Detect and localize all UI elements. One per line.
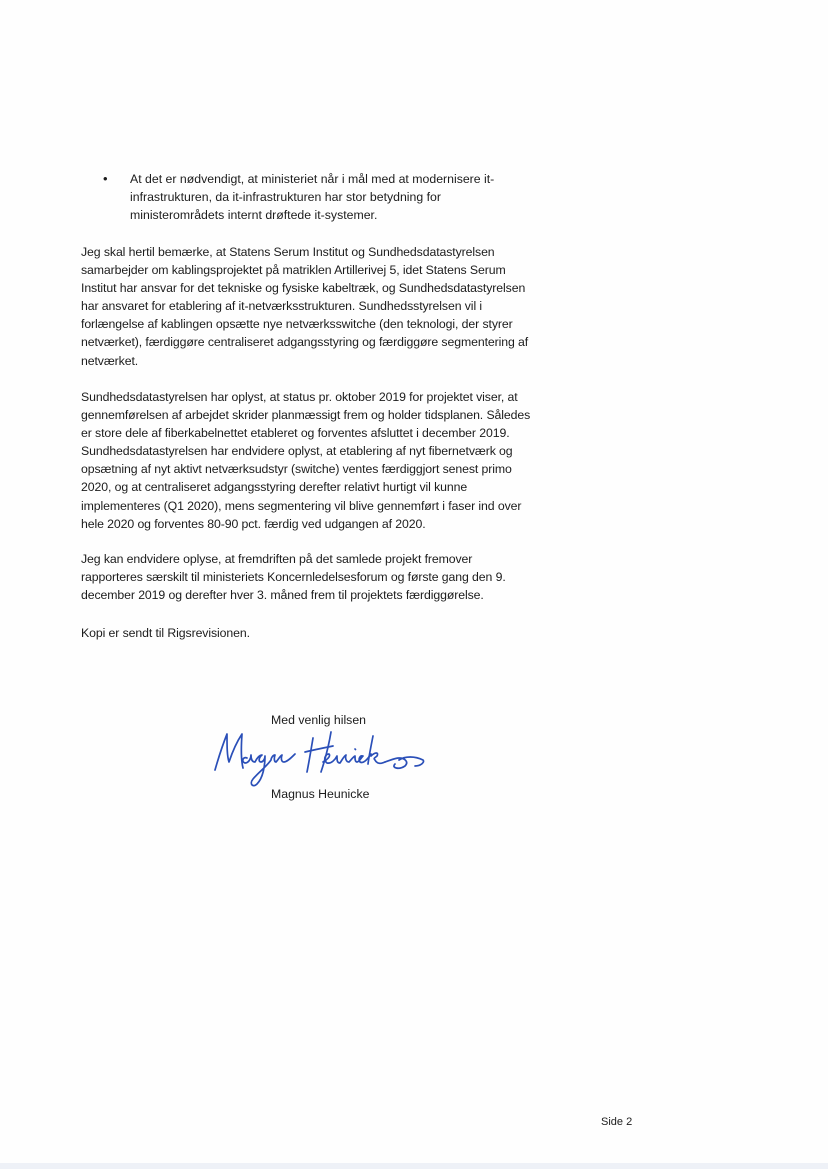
paragraph-copy-note [81,624,561,642]
text-line: Institut har ansvar for det tekniske og fysiske kabeltræk, og Sundhedsdatastyrelsen [81,281,526,296]
text-line: netværket. [81,353,139,368]
text-line: Jeg skal hertil bemærke, at Statens Serum Institut og Sundhedsdatastyrelsen [81,245,495,259]
bullet-symbol: • [103,171,108,186]
text-line: rapporteres særskilt til ministeriets Koncernledelsesforum og første gang den 9. [81,570,506,585]
handwritten-signature [205,722,445,792]
text-line: netværket), færdiggøre centraliseret adgangsstyring og færdiggøre segmentering af [81,335,529,350]
text-line: 2020, og at centraliseret adgangsstyring derefter relativt hurtigt vil kunne [81,480,468,495]
bullet-text [130,170,530,224]
text-line: forlængelse af kablingen opsætte nye netværksswitche (den teknologi, der styrer [81,317,513,332]
text-line: gennemførelsen af arbejdet skrider planmæssigt frem og holder tidsplanen. Således [81,408,531,423]
page-number: Side 2 [601,1116,633,1128]
text-line: har ansvaret for etablering af it-netværksstrukturen. Sundhedsstyrelsen vil i [81,299,483,314]
paragraph-reporting [81,550,561,604]
bullet-item [103,170,543,224]
signer-name: Magnus Heunicke [271,787,370,801]
text-line: Sundhedsdatastyrelsen har endvidere oplyst, at etablering af nyt fibernetværk og [81,444,513,459]
page-bottom-edge [0,1163,828,1169]
text-line: Kopi er sendt til Rigsrevisionen. [81,626,250,640]
closing-greeting: Med venlig hilsen [271,713,367,727]
bullet-line: ministerområdets internt drøftede it-systemer. [130,208,378,223]
text-line: december 2019 og derefter hver 3. måned frem til projektets færdiggørelse. [81,588,484,603]
text-line: implementeres (Q1 2020), mens segmentering vil blive gennemført i faser ind over [81,498,522,513]
paragraph-project-status [81,388,561,533]
text-line: Jeg kan endvidere oplyse, at fremdriften på det samlede projekt fremover [81,552,473,566]
bullet-line: At det er nødvendigt, at ministeriet når i mål med at modernisere it- [130,172,495,186]
text-line: samarbejder om kablingsprojektet på matriklen Artillerivej 5, idet Statens Serum [81,263,506,278]
bullet-line: infrastrukturen, da it-infrastrukturen har stor betydning for [130,190,441,205]
text-line: opsætning af nyt aktivt netværksudstyr (switche) ventes færdiggjort senest primo [81,462,512,477]
text-line: Sundhedsdatastyrelsen har oplyst, at status pr. oktober 2019 for projektet viser, at [81,390,518,404]
text-line: hele 2020 og forventes 80-90 pct. færdig ved udgangen af 2020. [81,516,426,531]
paragraph-cabling-project [81,243,561,370]
text-line: er store dele af fiberkabelnettet etableret og forventes afsluttet i december 2019. [81,426,510,441]
